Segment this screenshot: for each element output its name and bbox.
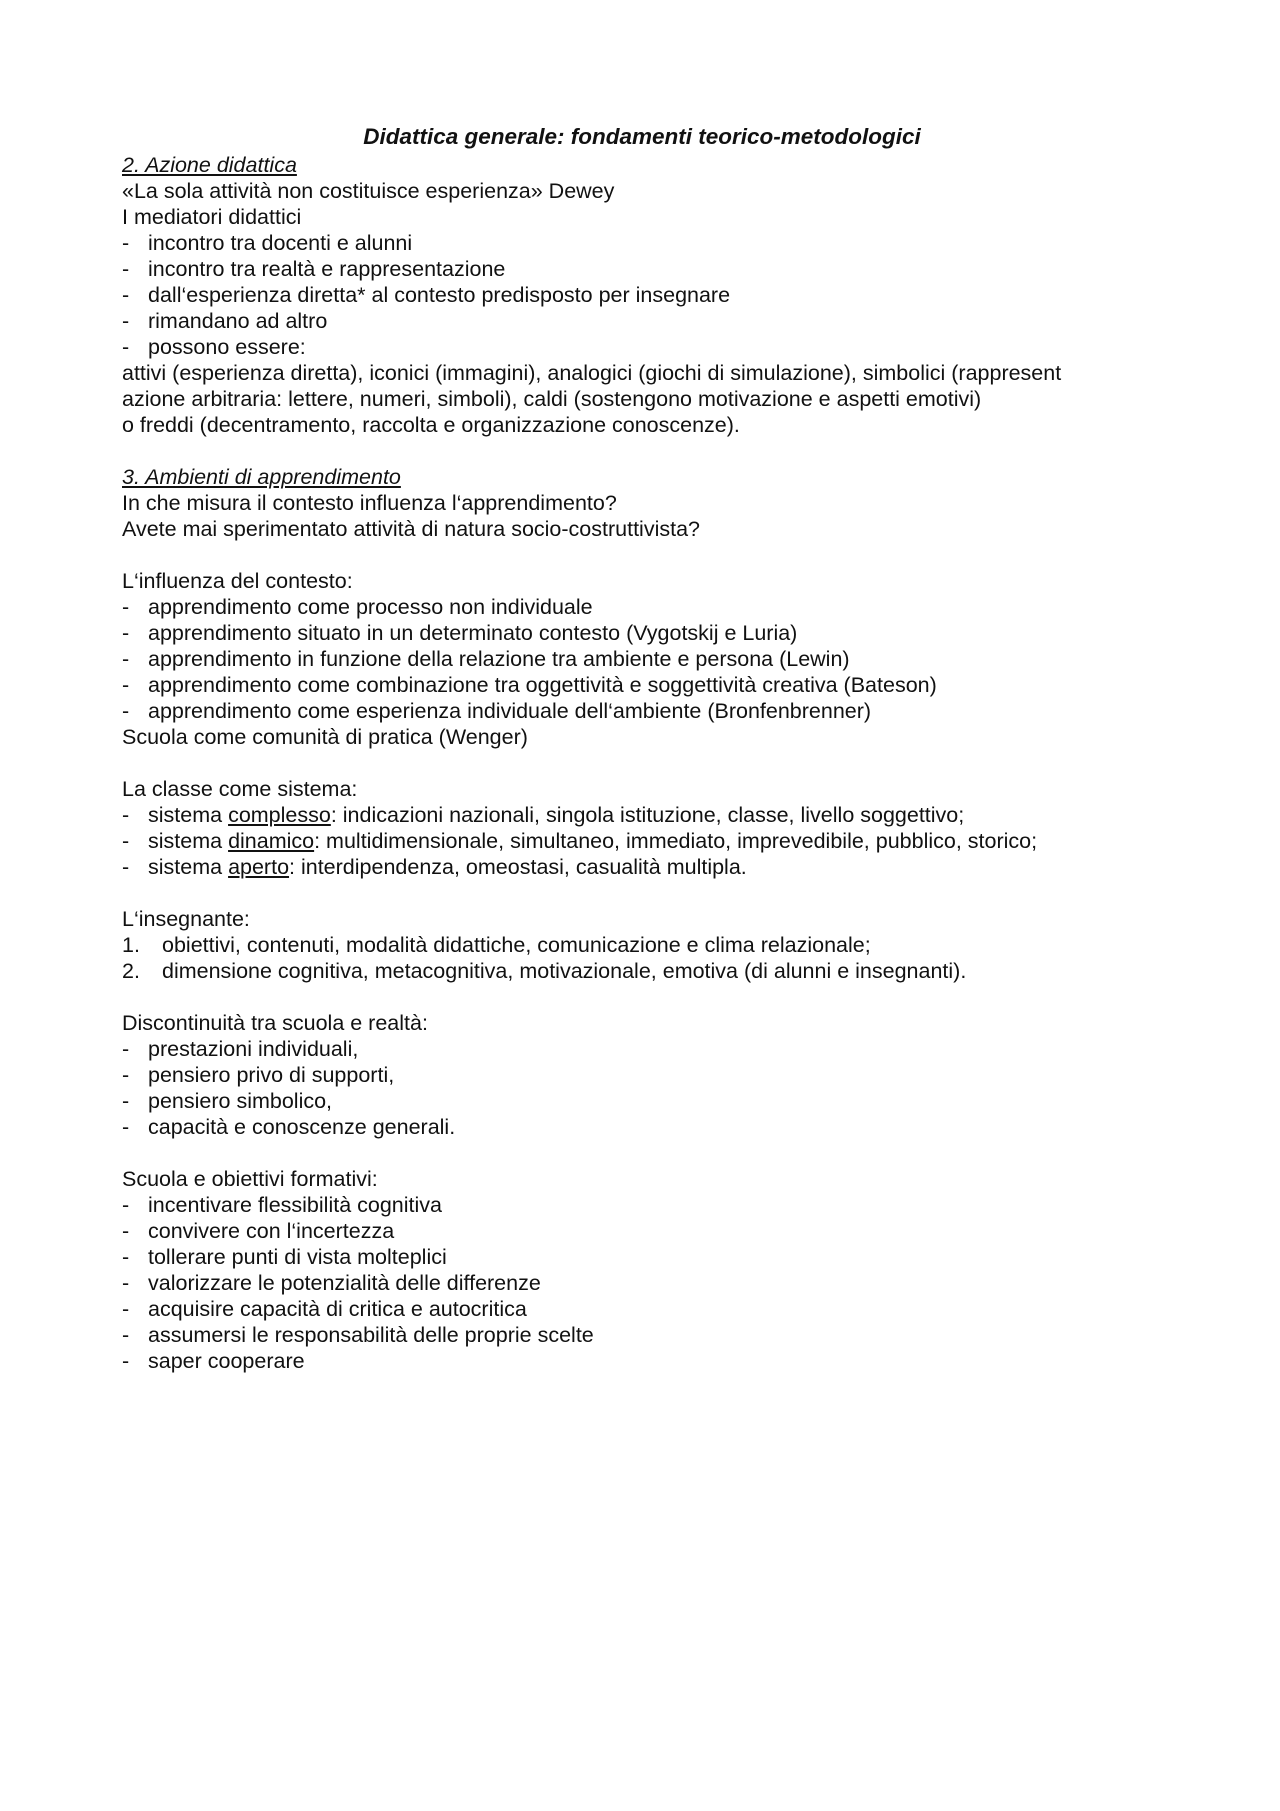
list-item: - sistema complesso: indicazioni nazionali, singola istituzione, classe, livello soggettivo; xyxy=(122,803,965,827)
term-aperto: aperto xyxy=(228,855,290,879)
goals-list xyxy=(122,1192,1162,1374)
list-item: - sistema dinamico: multidimensionale, simultaneo, immediato, imprevedibile, pubblico, storico; xyxy=(122,829,1038,853)
list-item: - incontro tra docenti e alunni xyxy=(122,231,413,255)
list-item: - pensiero simbolico, xyxy=(122,1089,333,1113)
term-complesso: complesso xyxy=(228,803,331,827)
bullet-dash: - xyxy=(122,673,130,697)
list-item: 1. obiettivi, contenuti, modalità didattiche, comunicazione e clima relazionale; xyxy=(122,933,871,957)
list-item: 2. dimensione cognitiva, metacognitiva, motivazionale, emotiva (di alunni e insegnanti). xyxy=(122,959,967,983)
bullet-dash: - xyxy=(122,231,130,255)
bullet-dash: - xyxy=(122,595,130,619)
list-item: - sistema aperto: interdipendenza, omeostasi, casualità multipla. xyxy=(122,855,747,879)
list-item: - apprendimento in funzione della relazione tra ambiente e persona (Lewin) xyxy=(122,647,850,671)
bullet-dash: - xyxy=(122,257,130,281)
list-item: - apprendimento come esperienza individuale dell‘ambiente (Bronfenbrenner) xyxy=(122,699,872,723)
context-closing: Scuola come comunità di pratica (Wenger) xyxy=(122,725,528,749)
mediators-paragraph xyxy=(122,360,1162,438)
bullet-dash: - xyxy=(122,1349,130,1373)
bullet-dash: - xyxy=(122,1323,130,1347)
mediators-intro: I mediatori didattici xyxy=(122,205,302,229)
list-item: - valorizzare le potenzialità delle differenze xyxy=(122,1271,541,1295)
bullet-dash: - xyxy=(122,1063,130,1087)
bullet-dash: - xyxy=(122,335,130,359)
goals-intro: Scuola e obiettivi formativi: xyxy=(122,1167,378,1191)
list-item: - apprendimento come processo non individuale xyxy=(122,595,593,619)
term-dinamico: dinamico xyxy=(228,829,315,853)
question-line: Avete mai sperimentato attività di natura socio-costruttivista? xyxy=(122,517,700,541)
spacer xyxy=(122,1140,1162,1166)
bullet-dash: - xyxy=(122,1297,130,1321)
list-number: 2. xyxy=(122,959,140,983)
teacher-intro: L‘insegnante: xyxy=(122,907,250,931)
list-item: - apprendimento situato in un determinato contesto (Vygotskij e Luria) xyxy=(122,621,798,645)
list-item: - apprendimento come combinazione tra oggettività e soggettività creativa (Bateson) xyxy=(122,673,937,697)
list-item: - convivere con l‘incertezza xyxy=(122,1219,395,1243)
list-item: - capacità e conoscenze generali. xyxy=(122,1115,456,1139)
bullet-dash: - xyxy=(122,1115,130,1139)
list-item: - prestazioni individuali, xyxy=(122,1037,359,1061)
document-title: Didattica generale: fondamenti teorico-metodologici xyxy=(363,124,921,149)
bullet-dash: - xyxy=(122,1089,130,1113)
paragraph-line: o freddi (decentramento, raccolta e organizzazione conoscenze). xyxy=(122,413,740,437)
list-number: 1. xyxy=(122,933,140,957)
list-item: - pensiero privo di supporti, xyxy=(122,1063,395,1087)
bullet-dash: - xyxy=(122,1193,130,1217)
list-item: - incontro tra realtà e rappresentazione xyxy=(122,257,506,281)
bullet-dash: - xyxy=(122,855,130,879)
bullet-dash: - xyxy=(122,309,130,333)
context-list xyxy=(122,594,1162,724)
paragraph-line: attivi (esperienza diretta), iconici (immagini), analogici (giochi di simulazione), simbolici (rappresent xyxy=(122,361,1062,385)
discontinuity-list xyxy=(122,1036,1162,1140)
spacer xyxy=(122,750,1162,776)
spacer xyxy=(122,438,1162,464)
paragraph-line: azione arbitraria: lettere, numeri, simboli), caldi (sostengono motivazione e aspetti emotivi) xyxy=(122,387,982,411)
document-page xyxy=(122,122,1162,1374)
dewey-quote: «La sola attività non costituisce esperienza» Dewey xyxy=(122,179,615,203)
bullet-dash: - xyxy=(122,647,130,671)
spacer xyxy=(122,984,1162,1010)
context-intro: L‘influenza del contesto: xyxy=(122,569,353,593)
mediators-list xyxy=(122,230,1162,360)
list-item: - rimandano ad altro xyxy=(122,309,328,333)
list-item: - assumersi le responsabilità delle proprie scelte xyxy=(122,1323,594,1347)
bullet-dash: - xyxy=(122,1037,130,1061)
bullet-dash: - xyxy=(122,1271,130,1295)
section-heading-ambienti: 3. Ambienti di apprendimento xyxy=(122,465,401,489)
section-heading-azione-didattica: 2. Azione didattica xyxy=(122,153,297,177)
bullet-dash: - xyxy=(122,803,130,827)
question-line: In che misura il contesto influenza l‘apprendimento? xyxy=(122,491,617,515)
bullet-dash: - xyxy=(122,829,130,853)
list-item: - tollerare punti di vista molteplici xyxy=(122,1245,447,1269)
bullet-dash: - xyxy=(122,1219,130,1243)
spacer xyxy=(122,542,1162,568)
system-list xyxy=(122,802,1162,880)
list-item: - acquisire capacità di critica e autocritica xyxy=(122,1297,527,1321)
list-item: - possono essere: xyxy=(122,335,306,359)
spacer xyxy=(122,880,1162,906)
discontinuity-intro: Discontinuità tra scuola e realtà: xyxy=(122,1011,428,1035)
bullet-dash: - xyxy=(122,1245,130,1269)
list-item: - incentivare flessibilità cognitiva xyxy=(122,1193,442,1217)
teacher-list xyxy=(122,932,1162,984)
bullet-dash: - xyxy=(122,699,130,723)
bullet-dash: - xyxy=(122,621,130,645)
list-item: - saper cooperare xyxy=(122,1349,305,1373)
system-intro: La classe come sistema: xyxy=(122,777,358,801)
list-item: - dall‘esperienza diretta* al contesto predisposto per insegnare xyxy=(122,283,731,307)
bullet-dash: - xyxy=(122,283,130,307)
